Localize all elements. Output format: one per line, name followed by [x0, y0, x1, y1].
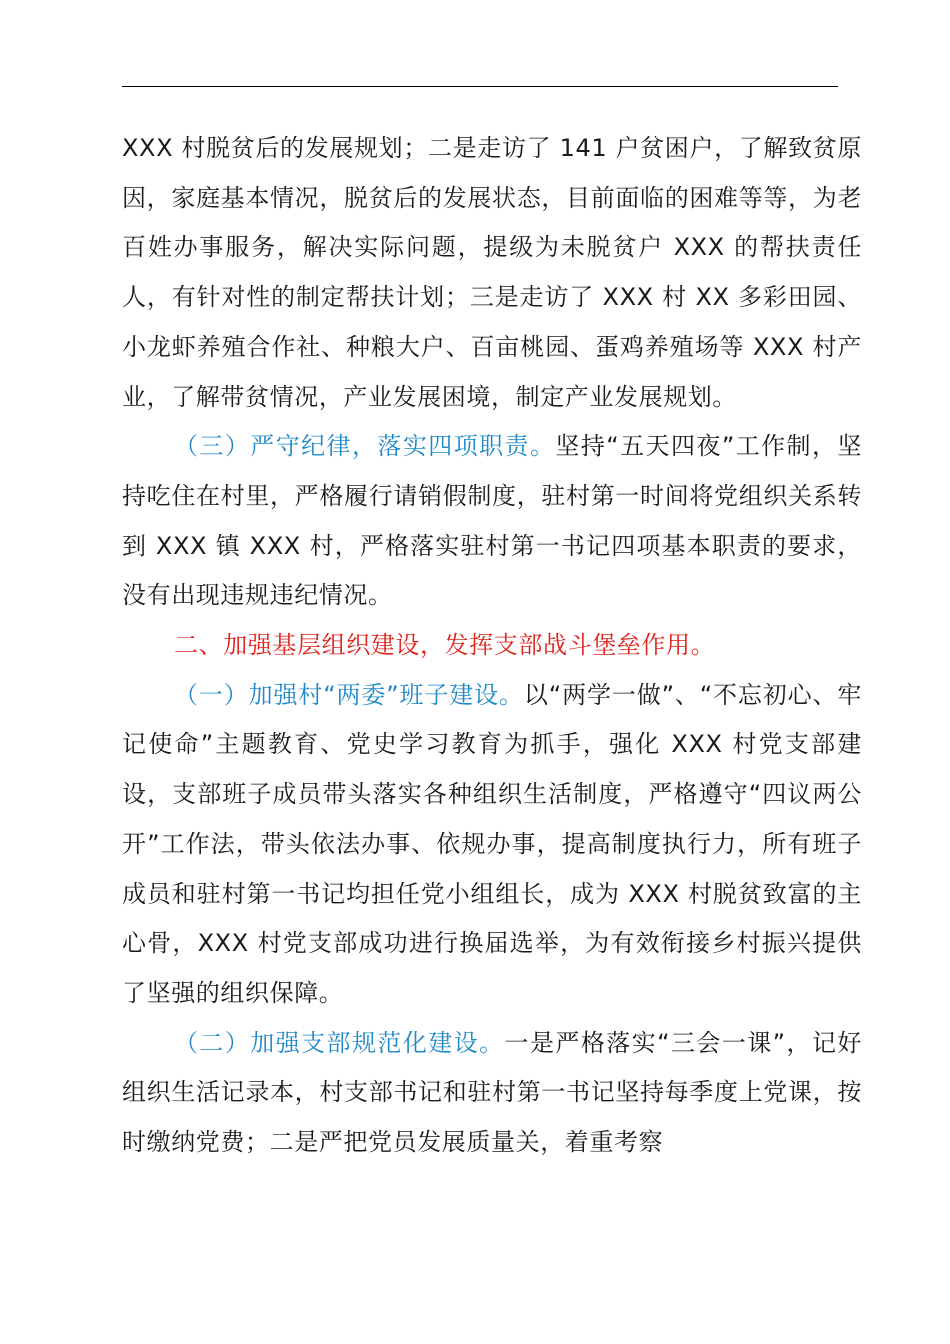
paragraph-body: 坚持“五天四夜”工作制，坚持吃住在村里，严格履行请销假制度，驻村第一时间将党组织关系转到 XXX 镇 XXX 村，严格落实驻村第一书记四项基本职责的要求，没有出现违规违纪情况。 — [122, 432, 862, 610]
subheading-standardization: （二）加强支部规范化建设。 — [174, 1028, 505, 1057]
paragraph-body: 以“两学一做”、“不忘初心、牢记使命”主题教育、党史学习教育为抓手，强化 XXX 村党支部建设，支部班子成员带头落实各种组织生活制度，严格遵守“四议两公开”工作法，带头依法办事、依规办事，提高制度执行力，所有班子成员和驻村第一书记均担任党小组组长，成为 XXX 村脱贫致富的主心骨，XXX 村党支部成功进行换届选举，为有效衔接乡村振兴提供了坚强的组织保障。 — [122, 680, 862, 1007]
header-rule — [122, 86, 838, 87]
paragraph-continuation — [122, 124, 862, 422]
paragraph-body: 一是严格落实“三会一课”，记好组织生活记录本，村支部书记和驻村第一书记坚持每季度上党课，按时缴纳党费；二是严把党员发展质量关，着重考察 — [122, 1028, 862, 1157]
section-title-organization: 二、加强基层组织建设，发挥支部战斗堡垒作用。 — [174, 631, 716, 660]
paragraph-team-building — [122, 671, 862, 1019]
paragraph-discipline — [122, 422, 862, 621]
paragraph-body: XXX 村脱贫后的发展规划；二是走访了 141 户贫困户，了解致贫原因，家庭基本情况，脱贫后的发展状态，目前面临的困难等等，为老百姓办事服务，解决实际问题，提级为未脱贫户 XXX 的帮扶责任人，有针对性的制定帮扶计划；三是走访了 XXX 村 XX 多彩田园、小龙虾养殖合作社、种粮大户、百亩桃园、蛋鸡养殖场等 XXX 村产业，了解带贫情况，产业发展困境，制定产业发展规划。 — [122, 134, 862, 411]
subheading-discipline: （三）严守纪律，落实四项职责。 — [174, 432, 556, 461]
document-body — [122, 124, 862, 1168]
subheading-team-building: （一）加强村“两委”班子建设。 — [174, 680, 524, 709]
paragraph-standardization — [122, 1019, 862, 1168]
